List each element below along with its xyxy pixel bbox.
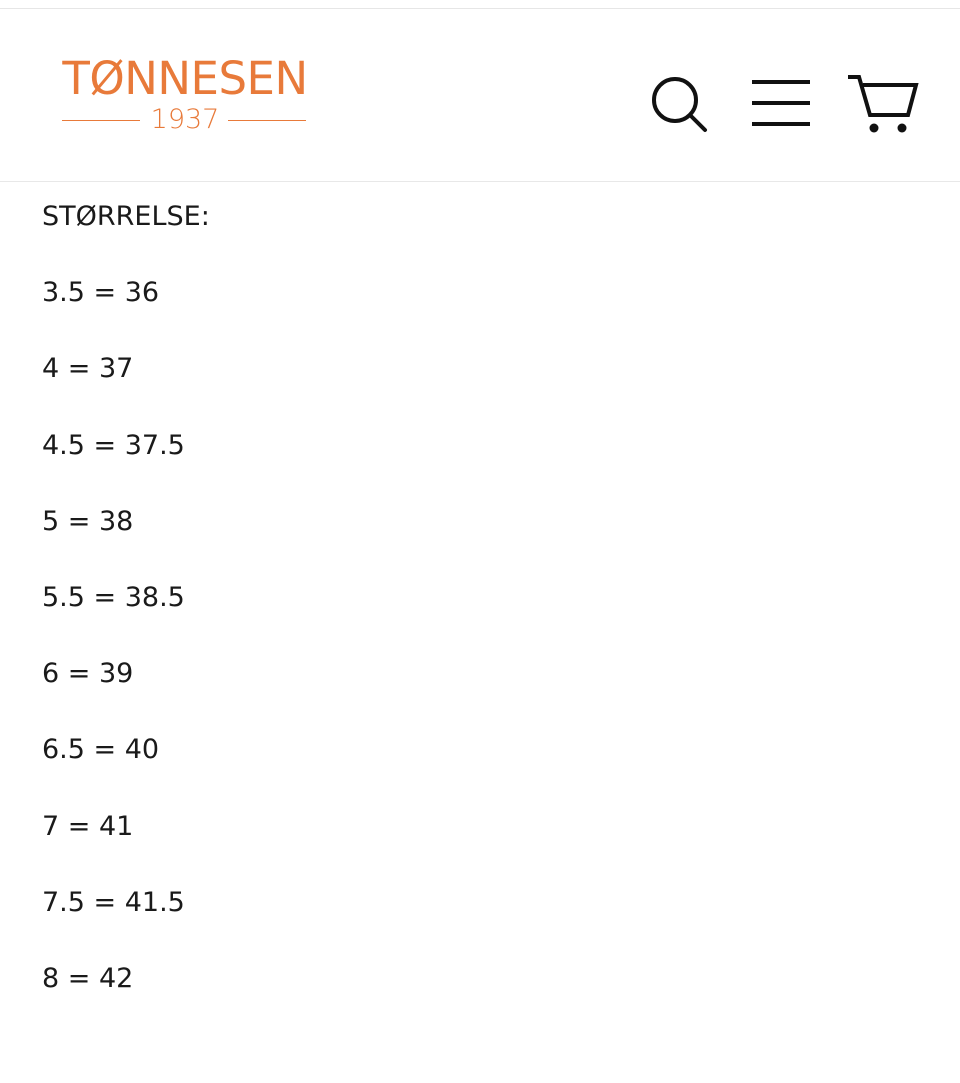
size-row: 7.5 = 41.5 [42, 886, 185, 918]
size-row: 4 = 37 [42, 353, 134, 385]
logo-wordmark: TØNNESEN [62, 52, 308, 105]
cart-button[interactable] [844, 71, 920, 137]
size-row: 6 = 39 [42, 658, 134, 690]
brand-logo[interactable] [56, 53, 314, 143]
size-row: 4.5 = 37.5 [42, 429, 185, 461]
cart-icon [844, 71, 920, 137]
menu-button[interactable] [748, 77, 814, 129]
size-heading: STØRRELSE: [42, 201, 210, 232]
size-row: 7 = 41 [42, 810, 134, 842]
site-header [0, 9, 960, 182]
size-row: 3.5 = 36 [42, 277, 160, 309]
size-row: 5 = 38 [42, 505, 134, 537]
size-row: 6.5 = 40 [42, 734, 160, 766]
size-row: 8 = 42 [42, 962, 134, 994]
size-row: 5.5 = 38.5 [42, 581, 185, 613]
logo-rule-right [228, 120, 306, 121]
search-button[interactable] [648, 73, 710, 135]
logo-year: 1937 [150, 104, 220, 135]
menu-icon [748, 77, 814, 129]
search-icon [648, 73, 710, 135]
logo-year-row [56, 105, 314, 135]
size-guide [42, 193, 922, 1031]
